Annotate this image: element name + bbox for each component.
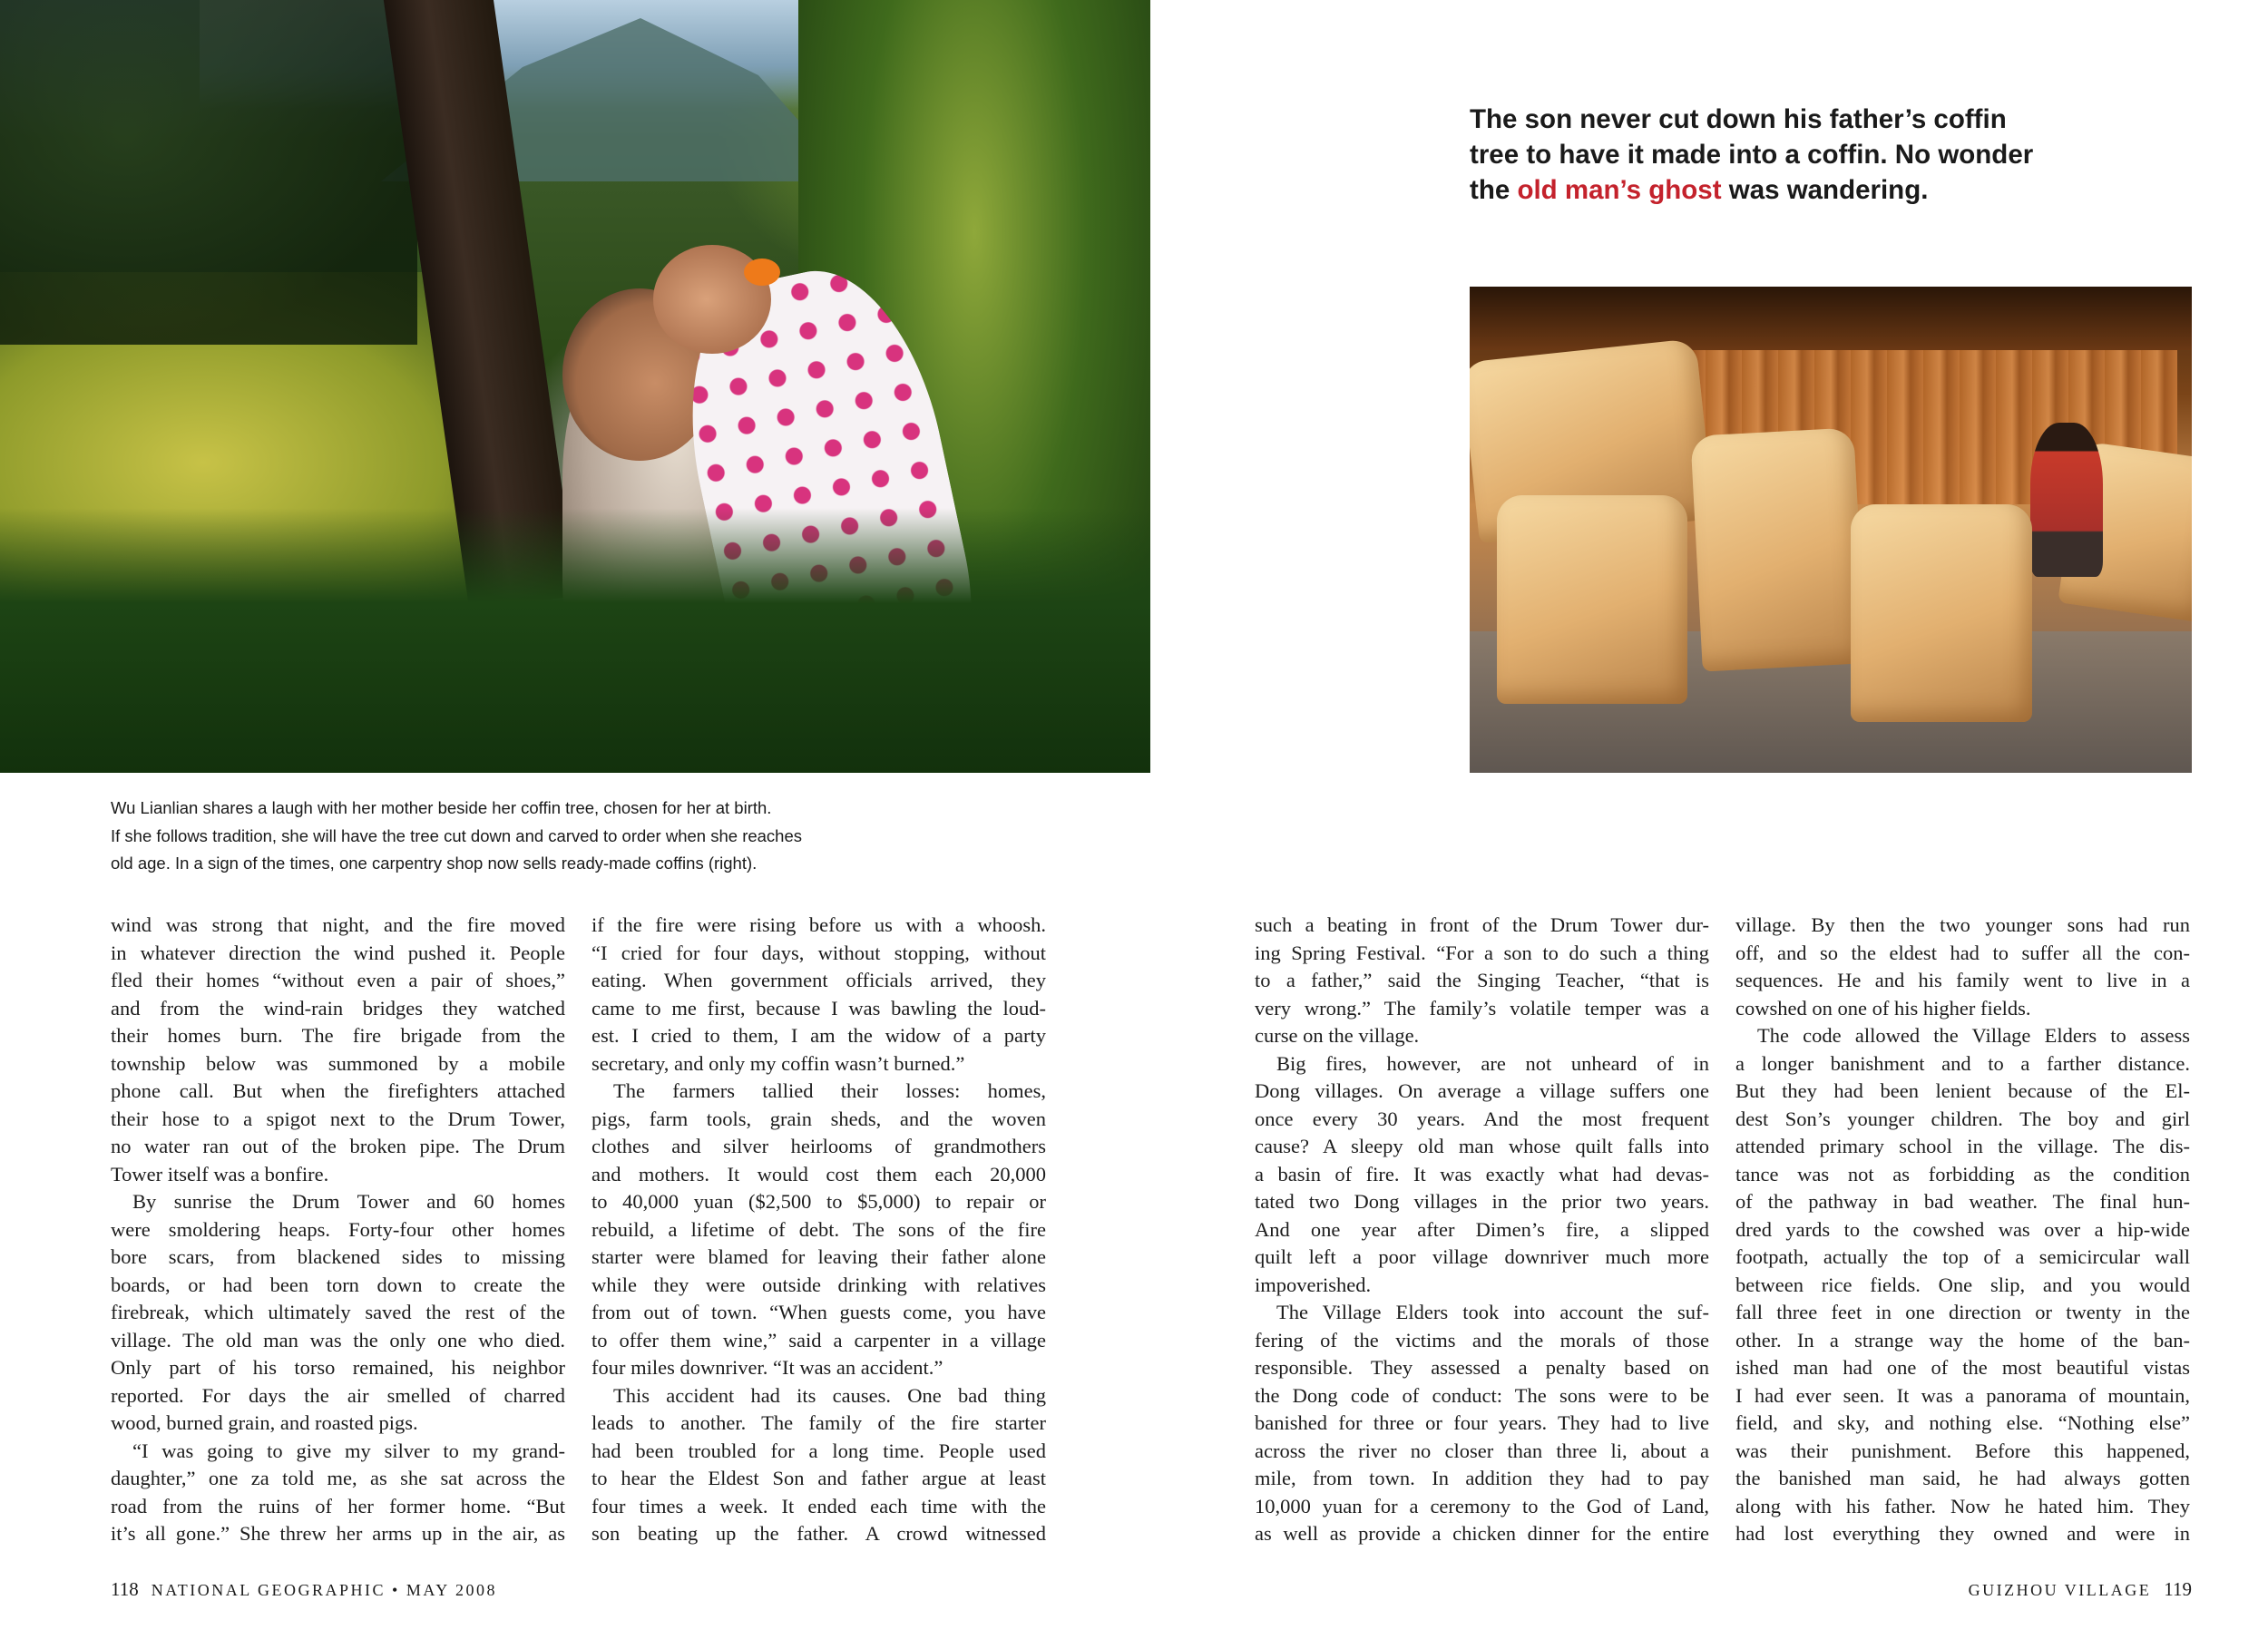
text-column-4 (1735, 912, 2190, 1548)
body-text-line: from out of town. “When guests come, you have (591, 1301, 1046, 1323)
body-text-line: responsible. They assessed a penalty based on (1255, 1356, 1709, 1379)
body-text-line: sequences. He and his family went to live in a (1735, 969, 2190, 991)
body-text-line: to offer them wine,” said a carpenter in a village (591, 1328, 1046, 1351)
body-text-line: the banished man said, he had always gotten (1735, 1467, 2190, 1489)
body-text-line: township below was summoned by a mobile (111, 1051, 565, 1075)
body-text-line: road from the ruins of her former home. “But (111, 1494, 565, 1517)
body-text-line: firebreak, which ultimately saved the rest of the (111, 1301, 565, 1323)
running-title: GUIZHOU VILLAGE (1968, 1581, 2152, 1599)
photo-roof-beams (1470, 287, 2192, 350)
body-text-line: wood, burned grain, and roasted pigs. (111, 1411, 418, 1434)
body-text-line: bore scars, from blackened sides to missing (111, 1245, 565, 1268)
body-text-line: mile, from town. In addition they had to pay (1255, 1467, 1709, 1489)
body-text-line: And one year after Dimen’s fire, a slipped (1255, 1217, 1709, 1241)
photo-foreground-foliage (0, 508, 1150, 773)
folio-right (1969, 1578, 2192, 1601)
photo-hair-flower (744, 259, 780, 286)
body-text-line: no water ran out of the broken pipe. The Drum (111, 1135, 565, 1157)
body-text-line: By sunrise the Drum Tower and 60 homes (132, 1190, 565, 1213)
photo-coffin (1690, 427, 1865, 671)
page-number: 118 (111, 1578, 139, 1600)
body-text-line: such a beating in front of the Drum Tower dur- (1255, 913, 1709, 936)
body-text-line: a basin of fire. It was exactly what had devas- (1255, 1162, 1709, 1186)
caption-line: If she follows tradition, she will have the tree cut down and carved to order when she reaches (111, 825, 803, 845)
body-text-line: banished for three or four years. They had to live (1255, 1411, 1709, 1434)
body-text-line: Only part of his torso remained, his neighbor (111, 1356, 565, 1379)
body-text-line: fall three feet in one direction or twenty in the (1735, 1301, 2190, 1323)
body-text-line: The farmers tallied their losses: homes, (613, 1079, 1046, 1102)
body-text-line: to a father,” said the Singing Teacher, “that is (1255, 969, 1709, 991)
body-text-line: curse on the village. (1255, 1024, 1420, 1047)
folio-left (111, 1578, 497, 1601)
body-text-line: ing Spring Festival. “For a son to do such a thing (1255, 941, 1709, 964)
pull-quote-line: the (1470, 175, 1518, 205)
body-text-line: rebuild, a lifetime of debt. The sons of the fire (591, 1217, 1046, 1241)
body-text-line: while they were outside drinking with relatives (591, 1273, 1046, 1296)
body-text-line: Dong villages. On average a village suffers one (1255, 1079, 1709, 1102)
pull-quote-line: tree to have it made into a coffin. No wonder (1470, 140, 2034, 170)
photo-coffin-shop (1470, 287, 2192, 773)
body-text-line: village. By then the two younger sons had run (1735, 913, 2190, 936)
page-number: 119 (2164, 1578, 2192, 1600)
body-text-line: “I was going to give my silver to my grand- (132, 1439, 565, 1462)
photo-foliage (0, 0, 417, 345)
body-text-line: reported. For days the air smelled of charred (111, 1383, 565, 1407)
body-text-line: dred yards to the cowshed was over a hip-wide (1735, 1217, 2190, 1241)
body-text-line: Big fires, however, are not unheard of in (1276, 1051, 1709, 1075)
body-text-line: 10,000 yuan for a ceremony to the God of Land, (1255, 1494, 1709, 1517)
body-text-line: four times a week. It ended each time with the (591, 1494, 1046, 1517)
body-text-line: to 40,000 yuan ($2,500 to $5,000) to repair or (591, 1190, 1046, 1213)
body-text-line: along with his father. Now he hated him. They (1735, 1494, 2190, 1517)
body-text-line: four miles downriver. “It was an accident.” (591, 1356, 943, 1379)
text-column-2 (591, 912, 1046, 1548)
body-text-line: est. I cried to them, I am the widow of a party (591, 1024, 1046, 1047)
body-text-line: of the pathway in bad weather. The final hun- (1735, 1190, 2190, 1213)
photo-coffin (1497, 495, 1687, 704)
body-text-line: This accident had its causes. One bad thing (613, 1383, 1046, 1407)
photo-coffin (1851, 504, 2032, 722)
pull-quote-line: The son never cut down his father’s coffin (1470, 104, 2007, 134)
body-text-line: cowshed on one of his higher fields. (1735, 996, 2031, 1020)
body-text-line: impoverished. (1255, 1273, 1372, 1296)
body-text-line: ished man had one of the most beautiful vistas (1735, 1356, 2190, 1379)
body-text-line: were smoldering heaps. Forty-four other homes (111, 1217, 565, 1241)
body-text-line: village. The old man was the only one who died. (111, 1328, 565, 1351)
body-text-line: off, and so the eldest had to suffer all the con- (1735, 941, 2190, 964)
body-text-line: in whatever direction the wind pushed it. People (111, 941, 565, 964)
body-text-line: clothes and silver heirlooms of grandmothers (591, 1135, 1046, 1157)
body-text-line: eating. When government officials arrived, they (591, 969, 1046, 991)
body-text-line: very wrong.” The family’s volatile temper was a (1255, 996, 1709, 1020)
running-title: NATIONAL GEOGRAPHIC • MAY 2008 (151, 1581, 498, 1599)
body-text-line: fled their homes “without even a pair of shoes,” (111, 969, 565, 991)
body-text-line: cause? A sleepy old man whose quilt falls into (1255, 1135, 1709, 1157)
body-text-line: daughter,” one za told me, as she sat across the (111, 1467, 565, 1489)
body-text-line: leads to another. The family of the fire starter (591, 1411, 1046, 1434)
body-text-line: I had ever seen. It was a panorama of mountain, (1735, 1383, 2190, 1407)
body-text-line: starter were blamed for leaving their father alone (591, 1245, 1046, 1268)
body-text-line: if the fire were rising before us with a whoosh. (591, 913, 1046, 936)
photo-caption (111, 795, 982, 878)
body-text-line: phone call. But when the firefighters attached (111, 1079, 565, 1102)
body-text-line: “I cried for four days, without stopping, without (591, 941, 1046, 964)
body-text-line: secretary, and only my coffin wasn’t burned.” (591, 1051, 965, 1075)
body-text-line: to hear the Eldest Son and father argue at least (591, 1467, 1046, 1489)
pull-quote (1470, 102, 2123, 208)
body-text-line: and mothers. It would cost them each 20,000 (591, 1162, 1046, 1186)
body-text-line: dest Son’s younger children. The boy and girl (1735, 1107, 2190, 1130)
body-text-line: attended primary school in the village. The dis- (1735, 1135, 2190, 1157)
text-column-1 (111, 912, 565, 1548)
pull-quote-line: was wandering. (1721, 175, 1929, 205)
caption-line: Wu Lianlian shares a laugh with her mother beside her coffin tree, chosen for her at birth. (111, 798, 772, 817)
body-text-line: was their punishment. Before this happened, (1735, 1439, 2190, 1462)
body-text-line: son beating up the father. A crowd witnessed (591, 1522, 1046, 1545)
body-text-line: boards, or had been torn down to create the (111, 1273, 565, 1296)
photo-worker (2030, 423, 2103, 577)
body-text-line: quilt left a poor village downriver much more (1255, 1245, 1709, 1268)
body-text-line: footpath, actually the top of a semicircular wall (1735, 1245, 2190, 1268)
body-text-line: tated two Dong villages in the prior two years. (1255, 1190, 1709, 1213)
photo-mother-and-daughter (0, 0, 1150, 773)
body-text-line: pigs, farm tools, grain sheds, and the woven (591, 1107, 1046, 1130)
body-text-line: across the river no closer than three li, about a (1255, 1439, 1709, 1462)
caption-line: old age. In a sign of the times, one carpentry shop now sells ready-made coffins (right). (111, 854, 758, 873)
body-text-line: field, and sky, and nothing else. “Nothing else” (1735, 1411, 2190, 1434)
body-text-line: a longer banishment and to a farther distance. (1735, 1051, 2190, 1075)
body-text-line: wind was strong that night, and the fire moved (111, 913, 565, 936)
body-text-line: and from the wind-rain bridges they watched (111, 996, 565, 1020)
body-text-line: The code allowed the Village Elders to assess (1757, 1024, 2190, 1047)
body-text-line: had been troubled for a long time. People used (591, 1439, 1046, 1462)
body-text-line: The Village Elders took into account the suf- (1276, 1301, 1709, 1323)
body-text-line: as well as provide a chicken dinner for the entire (1255, 1522, 1709, 1545)
body-text-line: it’s all gone.” She threw her arms up in the air, as (111, 1522, 565, 1545)
body-text-line: once every 30 years. And the most frequent (1255, 1107, 1709, 1130)
body-text-line: their homes burn. The fire brigade from the (111, 1024, 565, 1047)
body-text-line: between rice fields. One slip, and you would (1735, 1273, 2190, 1296)
body-text-line: fering of the victims and the morals of those (1255, 1328, 1709, 1351)
pull-quote-highlight: old man’s ghost (1517, 175, 1722, 205)
text-column-3 (1255, 912, 1709, 1548)
body-text-line: the Dong code of conduct: The sons were to be (1255, 1383, 1709, 1407)
body-text-line: Tower itself was a bonfire. (111, 1162, 329, 1186)
body-text-line: came to me first, because I was bawling the loud- (591, 996, 1046, 1020)
body-text-line: their hose to a spigot next to the Drum Tower, (111, 1107, 565, 1130)
body-text-line: tance was not as forbidding as the condition (1735, 1162, 2190, 1186)
body-text-line: had lost everything they owned and were in (1735, 1522, 2190, 1545)
body-text-line: other. In a strange way the home of the ban- (1735, 1328, 2190, 1351)
body-text-line: But they had been lenient because of the El- (1735, 1079, 2190, 1102)
